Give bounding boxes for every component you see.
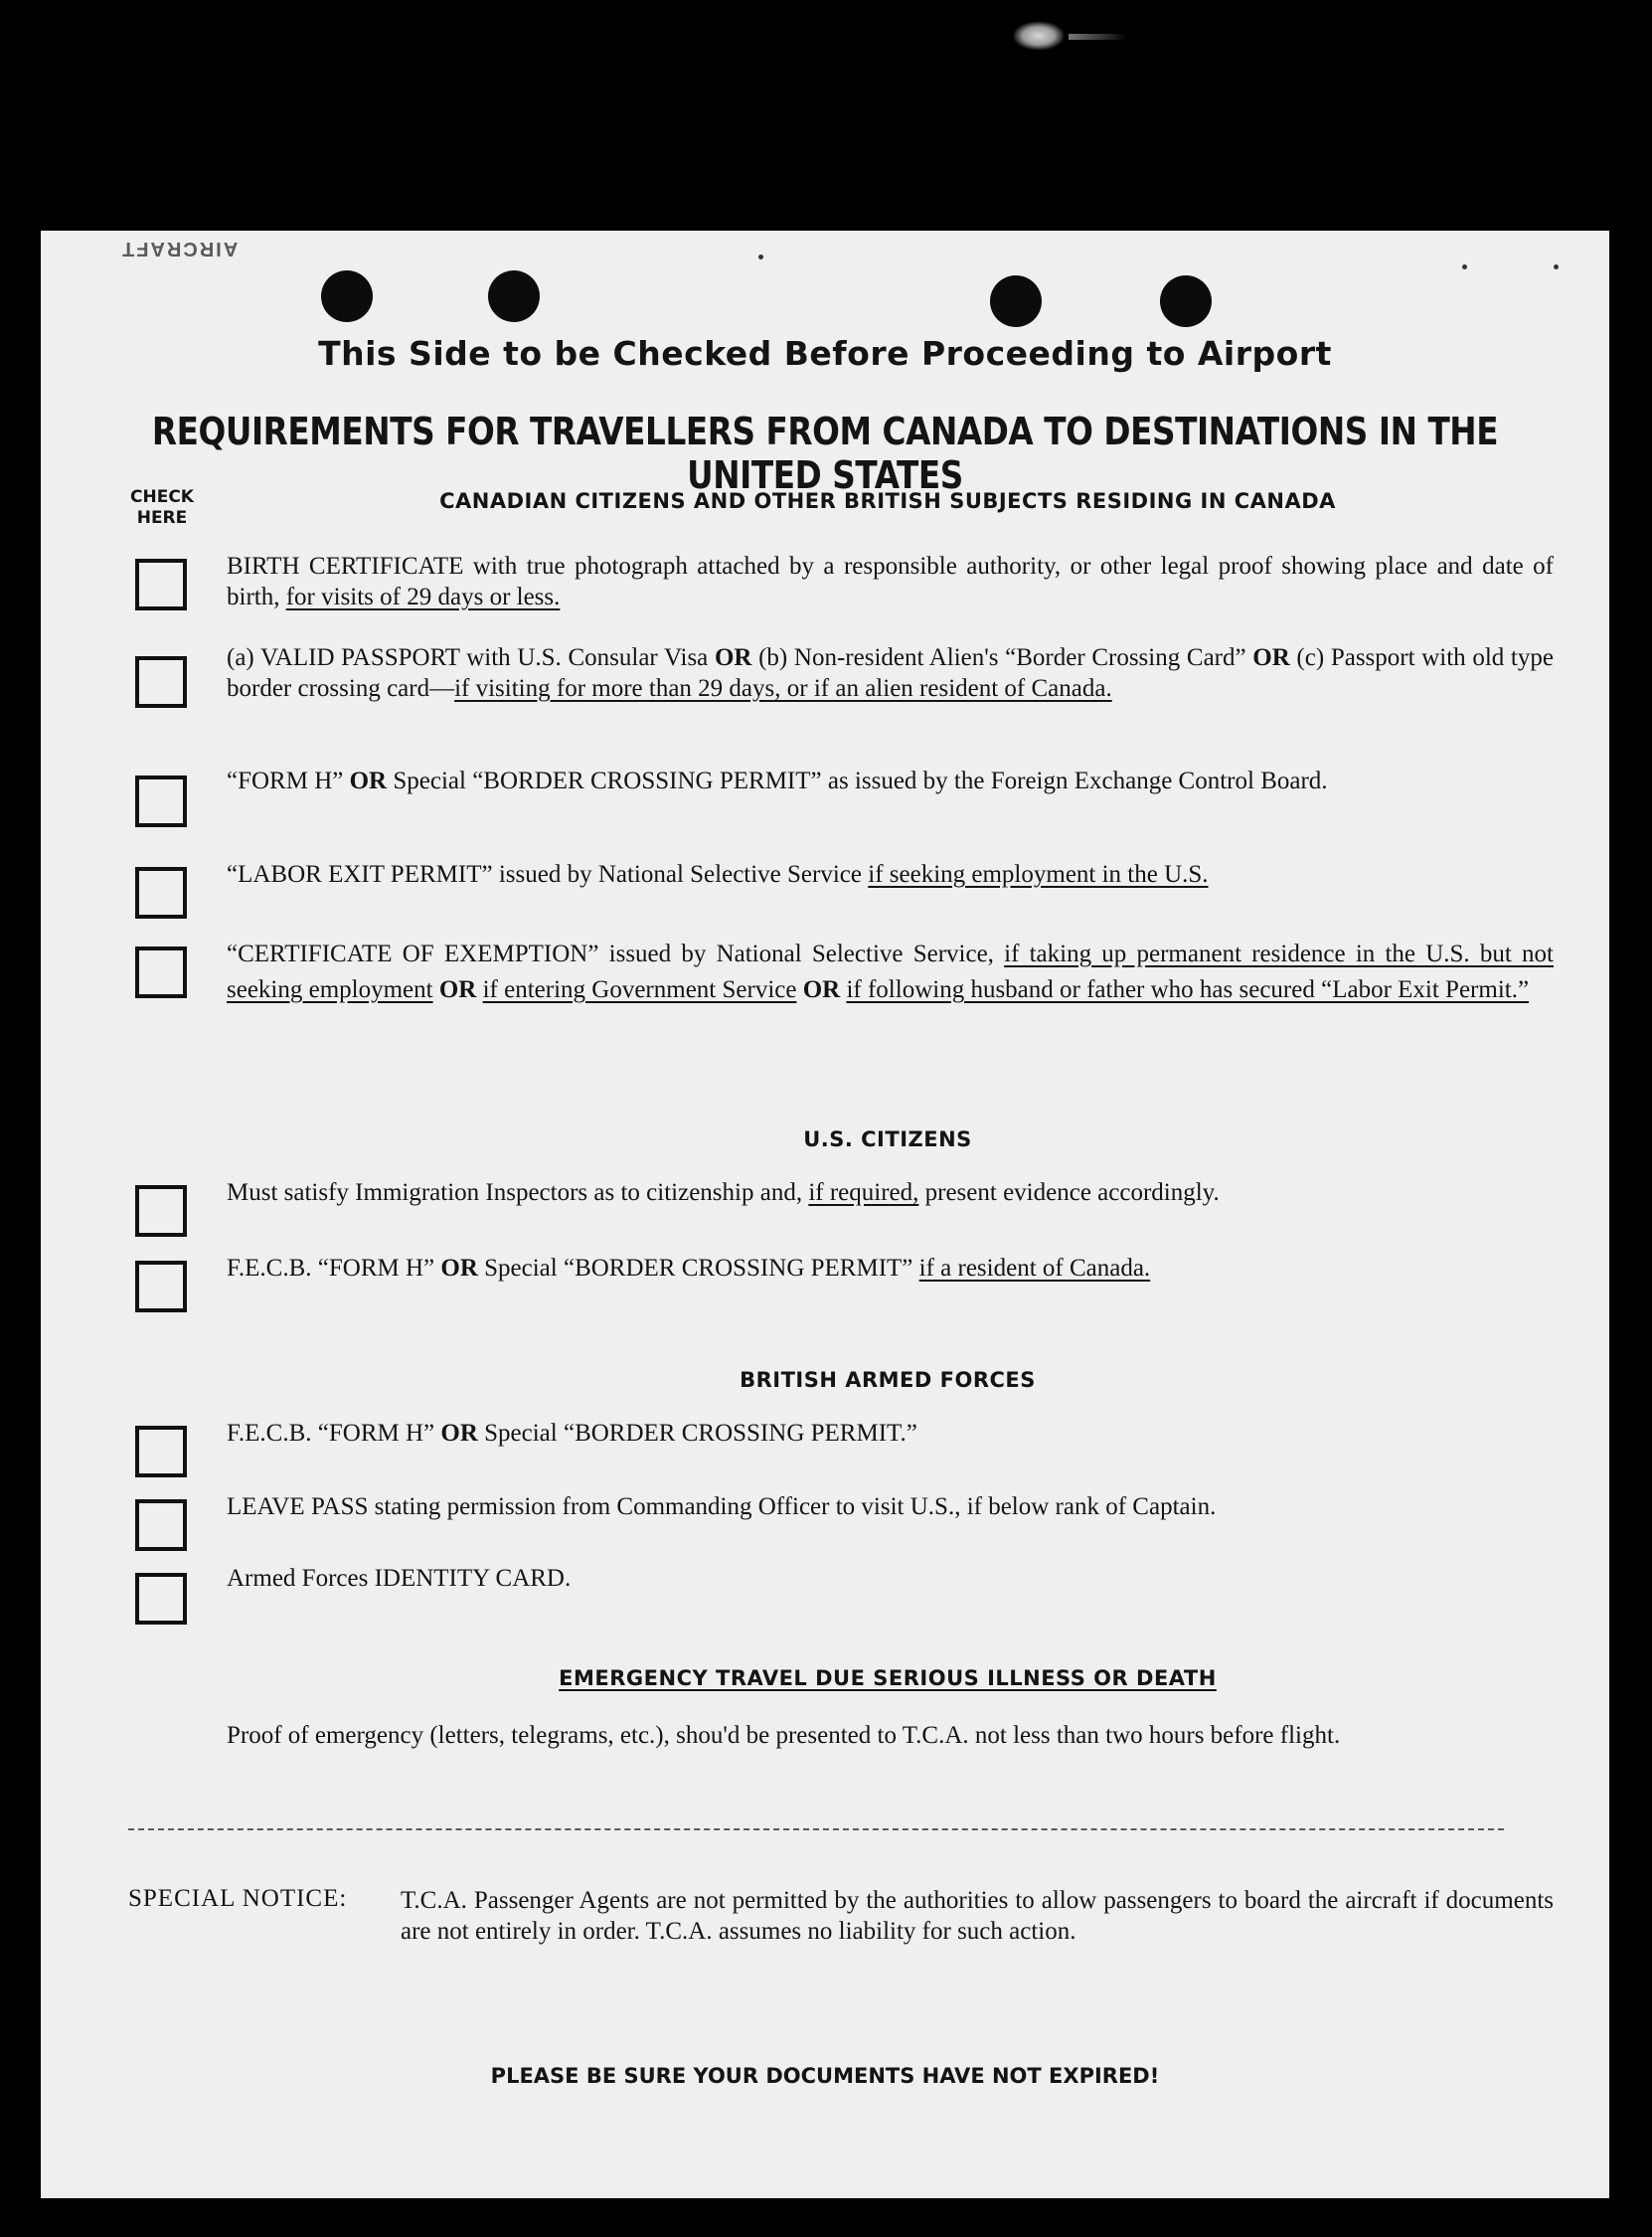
item-form-h: “FORM H” OR Special “BORDER CROSSING PERMIT” as issued by the Foreign Exchange Control Board. xyxy=(227,768,1328,794)
checkbox-labor-exit-permit[interactable] xyxy=(135,867,187,919)
mirrored-stamp-text: AIRCRAFT xyxy=(120,238,239,259)
top-notice: This Side to be Checked Before Proceeding to Airport xyxy=(318,334,1332,373)
special-notice-label: SPECIAL NOTICE: xyxy=(128,1885,348,1912)
checkbox-certificate-of-exemption[interactable] xyxy=(135,946,187,998)
punch-hole xyxy=(990,275,1042,327)
checkbox-form-h[interactable] xyxy=(135,775,187,827)
scan-smudge-streak xyxy=(1069,34,1128,40)
divider xyxy=(128,1828,1504,1830)
speck xyxy=(1462,264,1467,269)
checkbox-leave-pass[interactable] xyxy=(135,1499,187,1551)
speck xyxy=(1554,264,1559,269)
checkbox-us-form-h[interactable] xyxy=(135,1261,187,1312)
punch-hole xyxy=(488,270,540,322)
checkbox-british-form-h[interactable] xyxy=(135,1426,187,1477)
footer-warning: PLEASE BE SURE YOUR DOCUMENTS HAVE NOT EXPIRED! xyxy=(490,2064,1160,2088)
item-emergency-text: Proof of emergency (letters, telegrams, etc.), shou'd be presented to T.C.A. not less than two hours before flight. xyxy=(227,1722,1341,1749)
item-us-form-h: F.E.C.B. “FORM H” OR Special “BORDER CROSSING PERMIT” if a resident of Canada. xyxy=(227,1255,1151,1282)
punch-hole xyxy=(321,270,373,322)
section-heading-british-armed-forces: BRITISH ARMED FORCES xyxy=(740,1368,1036,1392)
item-leave-pass: LEAVE PASS stating permission from Commanding Officer to visit U.S., if below rank of Captain. xyxy=(227,1493,1217,1520)
item-valid-passport: (a) VALID PASSPORT with U.S. Consular Visa OR (b) Non-resident Alien's “Border Crossing Card” OR (c) Passport with old type border crossing card—if visiting for more than 29 days, or if an alien resident of Canada. xyxy=(227,644,1554,702)
checkbox-valid-passport[interactable] xyxy=(135,656,187,708)
punch-hole xyxy=(1160,275,1212,327)
item-british-form-h: F.E.C.B. “FORM H” OR Special “BORDER CROSSING PERMIT.” xyxy=(227,1420,917,1447)
special-notice-text: T.C.A. Passenger Agents are not permitted by the authorities to allow passengers to board the aircraft if documents are not entirely in order. T.C.A. assumes no liability for such action. xyxy=(401,1887,1554,1945)
item-us-citizenship: Must satisfy Immigration Inspectors as to citizenship and, if required, present evidence accordingly. xyxy=(227,1179,1220,1206)
form-page xyxy=(41,231,1609,2198)
page-title: REQUIREMENTS FOR TRAVELLERS FROM CANADA TO DESTINATIONS IN THE UNITED STATES xyxy=(151,410,1499,497)
section-heading-canadian: CANADIAN CITIZENS AND OTHER BRITISH SUBJECTS RESIDING IN CANADA xyxy=(439,489,1336,513)
checkbox-identity-card[interactable] xyxy=(135,1573,187,1625)
section-heading-emergency: EMERGENCY TRAVEL DUE SERIOUS ILLNESS OR DEATH xyxy=(559,1666,1217,1690)
item-birth-certificate: BIRTH CERTIFICATE with true photograph attached by a responsible authority, or other legal proof showing place and date of birth, for visits of 29 days or less. xyxy=(227,553,1554,610)
checkbox-birth-certificate[interactable] xyxy=(135,559,187,610)
item-identity-card: Armed Forces IDENTITY CARD. xyxy=(227,1565,572,1592)
checkbox-us-citizenship[interactable] xyxy=(135,1185,187,1237)
item-certificate-of-exemption: “CERTIFICATE OF EXEMPTION” issued by National Selective Service, if taking up permanent residence in the U.S. but not seeking employment OR if entering Government Service OR if following husband or father who has secured “Labor Exit Permit.” xyxy=(227,941,1554,1003)
item-labor-exit-permit: “LABOR EXIT PERMIT” issued by National Selective Service if seeking employment in the U.S. xyxy=(227,861,1209,888)
check-here-label: CHECK HERE xyxy=(130,487,194,528)
scan-smudge xyxy=(1014,22,1064,50)
speck xyxy=(758,255,763,259)
section-heading-us-citizens: U.S. CITIZENS xyxy=(803,1127,972,1151)
